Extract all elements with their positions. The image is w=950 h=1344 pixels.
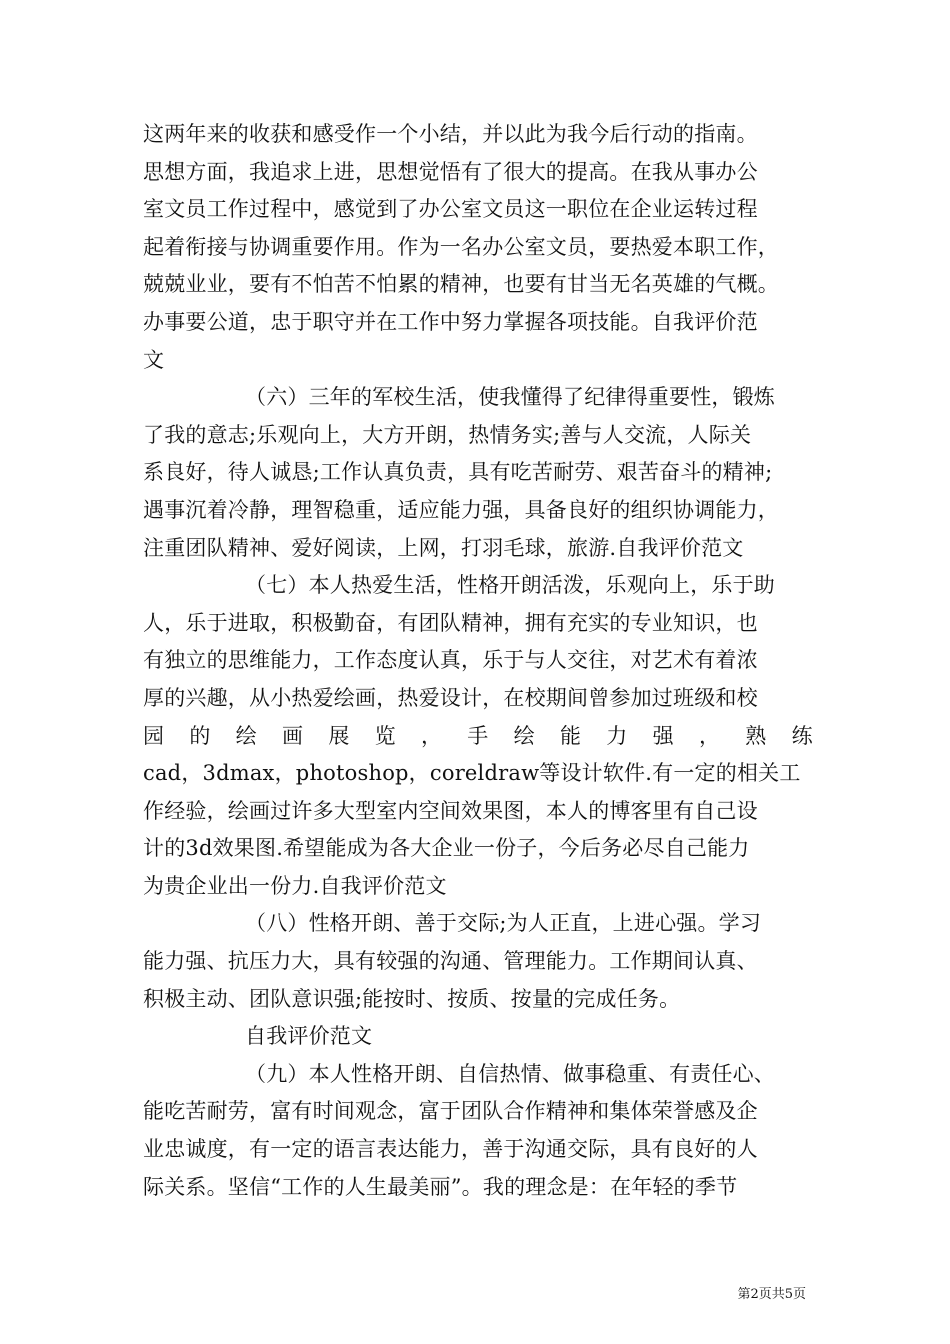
text-line: 际关系。坚信“工作的人生最美丽”。我的理念是：在年轻的季节	[143, 1174, 738, 1199]
spread-character: 能	[559, 723, 582, 748]
text-line: 注重团队精神、爱好阅读，上网，打羽毛球，旅游.自我评价范文	[143, 535, 744, 560]
paragraph-start-line: （八）性格开朗、善于交际;为人正直，上进心强。学习	[245, 911, 762, 936]
paragraph-start-line: （七）本人热爱生活，性格开朗活泼，乐观向上，乐于助	[245, 573, 775, 598]
text-line: 自我评价范文	[245, 1024, 373, 1049]
spread-character: 力	[606, 723, 628, 748]
paragraph-start-line: （九）本人性格开朗、自信热情、做事稳重、有责任心、	[245, 1061, 775, 1086]
text-line: 能力强、抗压力大，具有较强的沟通、管理能力。工作期间认真、	[143, 949, 758, 974]
text-line: 厚的兴趣，从小热爱绘画，热爱设计，在校期间曾参加过班级和校	[143, 685, 758, 710]
spread-character: ，	[698, 723, 721, 748]
spread-character: 练	[791, 723, 813, 748]
text-line: 作经验，绘画过许多大型室内空间效果图，本人的博客里有自己设	[143, 798, 758, 823]
spread-text-line	[143, 718, 813, 756]
text-line: 兢兢业业，要有不怕苦不怕累的精神，也要有甘当无名英雄的气概。	[143, 272, 779, 297]
text-line: 人，乐于进取，积极勤奋，有团队精神，拥有充实的专业知识，也	[143, 610, 758, 635]
text-line: 了我的意志;乐观向上，大方开朗，热情务实;善与人交流，人际关	[143, 422, 752, 447]
text-line: 室文员工作过程中，感觉到了办公室文员这一职位在企业运转过程	[143, 197, 758, 222]
text-line: 遇事沉着冷静，理智稳重，适应能力强，具备良好的组织协调能力，	[143, 497, 779, 522]
spread-character: 熟	[745, 723, 767, 748]
text-line: 业忠诚度，有一定的语言表达能力，善于沟通交际，具有良好的人	[143, 1137, 758, 1162]
paragraph-start-line: （六）三年的军校生活，使我懂得了纪律得重要性，锻炼	[245, 385, 775, 410]
text-line: cad，3dmax，photoshop，coreldraw等设计软件.有一定的相关工	[143, 761, 801, 786]
spread-character: ，	[420, 723, 443, 748]
body-text	[143, 116, 813, 1206]
text-line: 文	[143, 347, 165, 372]
spread-character: 的	[189, 723, 211, 748]
spread-character: 画	[281, 723, 304, 748]
spread-character: 绘	[235, 723, 257, 748]
text-line: 能吃苦耐劳，富有时间观念，富于团队合作精神和集体荣誉感及企	[143, 1099, 758, 1124]
text-line: 这两年来的收获和感受作一个小结，并以此为我今后行动的指南。	[143, 122, 758, 146]
text-line: 积极主动、团队意识强;能按时、按质、按量的完成任务。	[143, 986, 681, 1011]
spread-character: 展	[328, 723, 350, 748]
spread-character: 绘	[513, 723, 535, 748]
spread-character: 强	[652, 723, 674, 748]
spread-character: 览	[374, 723, 396, 748]
text-line: 系良好，待人诚恳;工作认真负责，具有吃苦耐劳、艰苦奋斗的精神;	[143, 460, 773, 485]
text-line: 思想方面，我追求上进，思想觉悟有了很大的提高。在我从事办公	[143, 159, 758, 184]
spread-character: 手	[467, 723, 489, 748]
text-line: 为贵企业出一份力.自我评价范文	[143, 873, 447, 898]
text-line: 有独立的思维能力，工作态度认真，乐于与人交往，对艺术有着浓	[143, 648, 758, 673]
text-line: 办事要公道，忠于职守并在工作中努力掌握各项技能。自我评价范	[143, 309, 758, 334]
spread-character: 园	[143, 723, 165, 748]
text-line: 计的3d效果图.希望能成为各大企业一份子，今后务必尽自己能力	[143, 836, 750, 861]
text-line: 起着衔接与协调重要作用。作为一名办公室文员，要热爱本职工作，	[143, 234, 779, 259]
page-number: 第2页共5页	[737, 1287, 806, 1302]
